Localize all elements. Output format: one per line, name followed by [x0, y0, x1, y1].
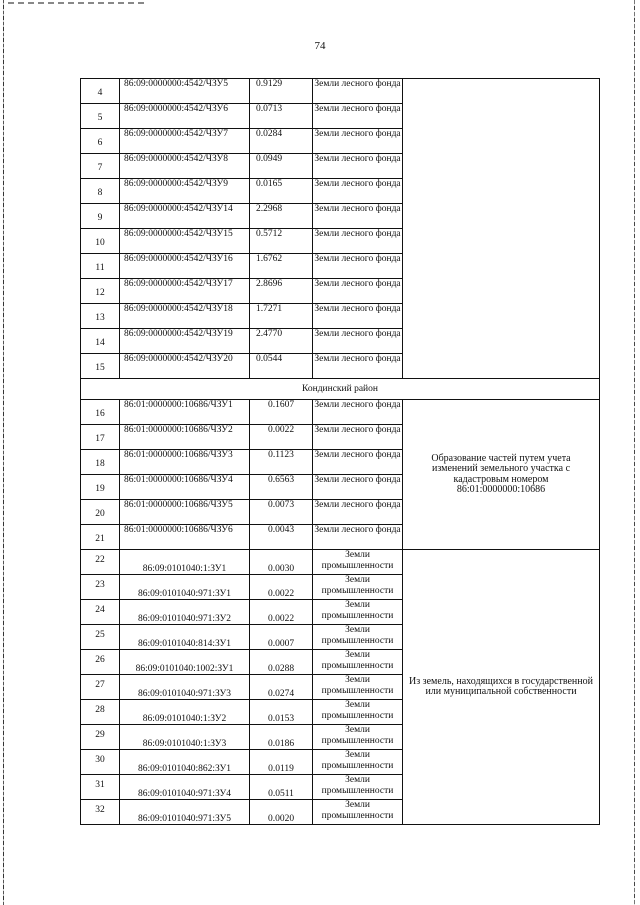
- land-category: Земли лесного фонда: [313, 279, 403, 304]
- land-category: Земли лесного фонда: [313, 525, 403, 550]
- area-value: 0.0119: [250, 750, 313, 775]
- cadastral-number: 86:09:0101040:1:ЗУ2: [120, 700, 250, 725]
- cadastral-number: 86:01:0000000:10686/ЧЗУ6: [120, 525, 250, 550]
- cadastral-number: 86:09:0000000:4542/ЧЗУ9: [120, 179, 250, 204]
- area-value: 0.1123: [250, 450, 313, 475]
- table-row: [81, 550, 600, 575]
- land-category: Земли лесного фонда: [313, 79, 403, 104]
- area-value: 2.2968: [250, 204, 313, 229]
- row-number: 28: [95, 705, 105, 715]
- land-plots-table: [80, 78, 600, 825]
- row-number: 31: [95, 780, 105, 790]
- land-category: Земли лесного фонда: [313, 254, 403, 279]
- row-number: 4: [97, 87, 103, 98]
- row-number: 7: [97, 162, 103, 173]
- area-value: 0.0949: [250, 154, 313, 179]
- area-value: 0.0022: [250, 600, 313, 625]
- region-heading: Кондинский район: [81, 379, 600, 400]
- cadastral-number: 86:09:0000000:4542/ЧЗУ19: [120, 329, 250, 354]
- area-value: 0.0165: [250, 179, 313, 204]
- land-category: Земли промышленности: [313, 675, 403, 700]
- scan-top-artifact: [8, 2, 148, 4]
- cadastral-number: 86:09:0101040:862:ЗУ1: [120, 750, 250, 775]
- land-category: Земли промышленности: [313, 575, 403, 600]
- area-value: 0.0073: [250, 500, 313, 525]
- row-number: 23: [95, 580, 105, 590]
- row-number: 5: [97, 112, 103, 123]
- land-category: Земли лесного фонда: [313, 129, 403, 154]
- land-category: Земли лесного фонда: [313, 475, 403, 500]
- land-category: Земли лесного фонда: [313, 304, 403, 329]
- cadastral-number: 86:09:0000000:4542/ЧЗУ7: [120, 129, 250, 154]
- area-value: 0.0022: [250, 425, 313, 450]
- row-number: 9: [97, 212, 103, 223]
- scan-edge-right: [634, 0, 635, 905]
- row-number: 25: [95, 630, 105, 640]
- area-value: 0.1607: [250, 400, 313, 425]
- section2-note: Образование частей путем учета изменений земельного участка с кадастровым номером 86:01:0000000:10686: [403, 400, 600, 550]
- area-value: 0.6563: [250, 475, 313, 500]
- row-number: 18: [95, 458, 105, 469]
- area-value: 0.0511: [250, 775, 313, 800]
- area-value: 0.0713: [250, 104, 313, 129]
- land-category: Земли лесного фонда: [313, 500, 403, 525]
- cadastral-number: 86:09:0000000:4542/ЧЗУ15: [120, 229, 250, 254]
- cadastral-number: 86:01:0000000:10686/ЧЗУ2: [120, 425, 250, 450]
- region-heading-row: [81, 379, 600, 400]
- row-number: 15: [95, 362, 105, 373]
- row-number: 22: [95, 555, 105, 565]
- page-number: 74: [314, 40, 326, 52]
- area-value: 0.9129: [250, 79, 313, 104]
- row-number: 16: [95, 408, 105, 419]
- row-number: 21: [95, 533, 105, 544]
- cadastral-number: 86:09:0000000:4542/ЧЗУ14: [120, 204, 250, 229]
- cadastral-number: 86:01:0000000:10686/ЧЗУ4: [120, 475, 250, 500]
- land-category: Земли лесного фонда: [313, 179, 403, 204]
- area-value: 0.0153: [250, 700, 313, 725]
- area-value: 2.8696: [250, 279, 313, 304]
- row-number: 29: [95, 730, 105, 740]
- note-cell-empty: [403, 79, 600, 379]
- land-category: Земли лесного фонда: [313, 400, 403, 425]
- land-category: Земли промышленности: [313, 700, 403, 725]
- cadastral-number: 86:01:0000000:10686/ЧЗУ1: [120, 400, 250, 425]
- cadastral-number: 86:09:0000000:4542/ЧЗУ18: [120, 304, 250, 329]
- cadastral-number: 86:01:0000000:10686/ЧЗУ3: [120, 450, 250, 475]
- area-value: 0.0022: [250, 575, 313, 600]
- area-value: 1.6762: [250, 254, 313, 279]
- cadastral-number: 86:09:0000000:4542/ЧЗУ6: [120, 104, 250, 129]
- cadastral-number: 86:09:0000000:4542/ЧЗУ17: [120, 279, 250, 304]
- cadastral-number: 86:01:0000000:10686/ЧЗУ5: [120, 500, 250, 525]
- area-value: 0.0020: [250, 800, 313, 825]
- land-category: Земли промышленности: [313, 750, 403, 775]
- row-number: 27: [95, 680, 105, 690]
- area-value: 0.0274: [250, 675, 313, 700]
- section3-note: Из земель, находящихся в государственной или муниципальной собственности: [403, 550, 600, 825]
- land-category: Земли промышленности: [313, 725, 403, 750]
- row-number: 11: [95, 262, 105, 273]
- cadastral-number: 86:09:0101040:1002:ЗУ1: [120, 650, 250, 675]
- row-number: 13: [95, 312, 105, 323]
- cadastral-number: 86:09:0000000:4542/ЧЗУ20: [120, 354, 250, 379]
- row-number: 6: [97, 137, 103, 148]
- cadastral-number: 86:09:0000000:4542/ЧЗУ8: [120, 154, 250, 179]
- table-row: [81, 79, 600, 104]
- land-category: Земли лесного фонда: [313, 154, 403, 179]
- land-category: Земли лесного фонда: [313, 450, 403, 475]
- row-number: 30: [95, 755, 105, 765]
- cadastral-number: 86:09:0101040:971:ЗУ2: [120, 600, 250, 625]
- row-number: 14: [95, 337, 105, 348]
- land-category: Земли лесного фонда: [313, 354, 403, 379]
- cadastral-number: 86:09:0101040:1:ЗУ3: [120, 725, 250, 750]
- land-category: Земли промышленности: [313, 625, 403, 650]
- cadastral-number: 86:09:0000000:4542/ЧЗУ16: [120, 254, 250, 279]
- area-value: 0.0186: [250, 725, 313, 750]
- area-value: 2.4770: [250, 329, 313, 354]
- row-number: 26: [95, 655, 105, 665]
- scan-edge-left: [3, 0, 4, 905]
- row-number: 8: [97, 187, 103, 198]
- land-category: Земли промышленности: [313, 775, 403, 800]
- row-number: 19: [95, 483, 105, 494]
- area-value: 1.7271: [250, 304, 313, 329]
- land-category: Земли промышленности: [313, 650, 403, 675]
- land-category: Земли лесного фонда: [313, 425, 403, 450]
- land-category: Земли лесного фонда: [313, 104, 403, 129]
- land-category: Земли лесного фонда: [313, 204, 403, 229]
- row-number: 12: [95, 287, 105, 298]
- area-value: 0.5712: [250, 229, 313, 254]
- area-value: 0.0544: [250, 354, 313, 379]
- land-category: Земли лесного фонда: [313, 329, 403, 354]
- row-number: 20: [95, 508, 105, 519]
- cadastral-number: 86:09:0101040:971:ЗУ4: [120, 775, 250, 800]
- row-number: 32: [95, 805, 105, 815]
- area-value: 0.0043: [250, 525, 313, 550]
- cadastral-number: 86:09:0101040:814:ЗУ1: [120, 625, 250, 650]
- cadastral-number: 86:09:0000000:4542/ЧЗУ5: [120, 79, 250, 104]
- row-number: 24: [95, 605, 105, 615]
- area-value: 0.0007: [250, 625, 313, 650]
- cadastral-number: 86:09:0101040:971:ЗУ5: [120, 800, 250, 825]
- area-value: 0.0288: [250, 650, 313, 675]
- area-value: 0.0030: [250, 550, 313, 575]
- land-category: Земли лесного фонда: [313, 229, 403, 254]
- cadastral-number: 86:09:0101040:971:ЗУ1: [120, 575, 250, 600]
- row-number: 17: [95, 433, 105, 444]
- land-category: Земли промышленности: [313, 800, 403, 825]
- land-category: Земли промышленности: [313, 550, 403, 575]
- cadastral-number: 86:09:0101040:1:ЗУ1: [120, 550, 250, 575]
- cadastral-number: 86:09:0101040:971:ЗУ3: [120, 675, 250, 700]
- table-row: [81, 400, 600, 425]
- area-value: 0.0284: [250, 129, 313, 154]
- row-number: 10: [95, 237, 105, 248]
- land-category: Земли промышленности: [313, 600, 403, 625]
